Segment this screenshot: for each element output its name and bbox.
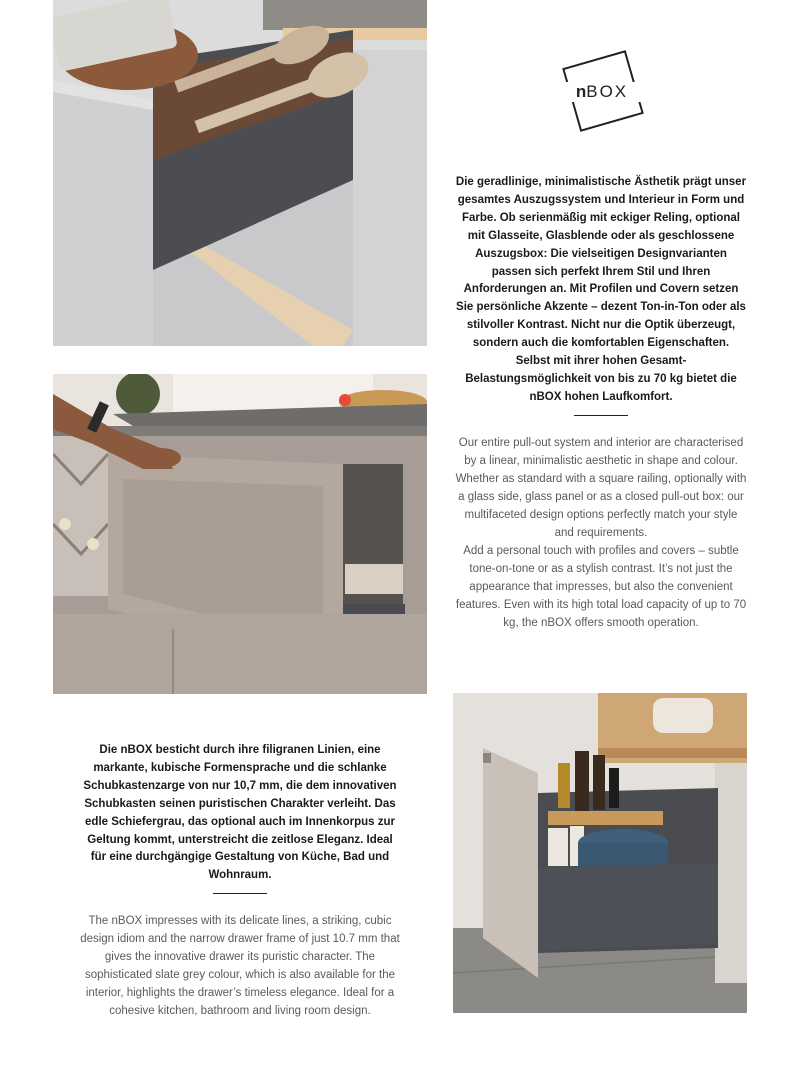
german-paragraph: Die nBOX besticht durch ihre filigranen Linien, eine markante, kubische Formensprache und die schlanke Schubkastenzarge von nur 10,7 mm, die dem innovativen Schubkasten seinen puristischen Charakter verleiht. Das edle Schiefergrau, das optional auch im Innenkorpus zur Geltung kommt, unterstreicht die zeitlose Eleganz. Ideal für eine durchgängige Gestaltung von Küche, Bad und Wohnraum. — [83, 744, 397, 882]
drawer-opening-photo — [53, 374, 427, 694]
divider — [213, 893, 267, 894]
english-paragraph-2: Add a personal touch with profiles and covers – subtle tone-on-tone or as a stylish contrast. It’s not just the appearance that impresses, but also the convenient features. Even with its high total load capacity of up to 70 kg, the nBOX offers smooth operation. — [455, 544, 747, 629]
logo-n: n — [575, 82, 587, 101]
text-block-right — [455, 174, 747, 632]
text-block-left — [80, 742, 400, 1020]
logo-wordmark — [560, 82, 644, 102]
english-paragraph-1: Our entire pull-out system and interior are characterised by a linear, minimalistic aesthetic in shape and colour. Whether as standard with a square railing, optionally with a glass side, glass panel or as a closed pull-out box: our multifaceted design options perfectly match your style and requirements. — [455, 436, 747, 539]
divider — [574, 415, 628, 416]
german-paragraph: Die geradlinige, minimalistische Ästhetik prägt unser gesamtes Auszugssystem und Interieur in Form und Farbe. Ob serienmäßig mit eckiger Reling, optional mit Glasseite, Glasblende oder als geschlossene Auszugsbox: Die vielseitigen Designvarianten passen sich perfekt Ihrem Stil und Ihren Anforderungen an. Mit Profilen und Covern setzen Sie persönliche Akzente – dezent Ton-in-Ton oder als stilvoller Kontrast. Nicht nur die Optik überzeugt, sondern auch die komfortablen Eigenschaften. Selbst mit ihrer hohen Gesamt-Belastungsmöglichkeit von bis zu 70 kg bietet die nBOX hohen Laufkomfort. — [455, 176, 747, 403]
logo-box: BOX — [586, 82, 629, 101]
drawer-utensils-photo — [53, 0, 427, 346]
english-paragraph: The nBOX impresses with its delicate lines, a striking, cubic design idiom and the narrow drawer frame of just 10.7 mm that gives the innovative drawer its puristic character. The sophisticated slate grey colour, which is also available for the interior, highlights the drawer’s timeless elegance. Ideal for a cohesive kitchen, bathroom and living room design. — [80, 915, 400, 1018]
deep-drawer-photo — [453, 693, 747, 1013]
nbox-logo — [552, 48, 652, 140]
